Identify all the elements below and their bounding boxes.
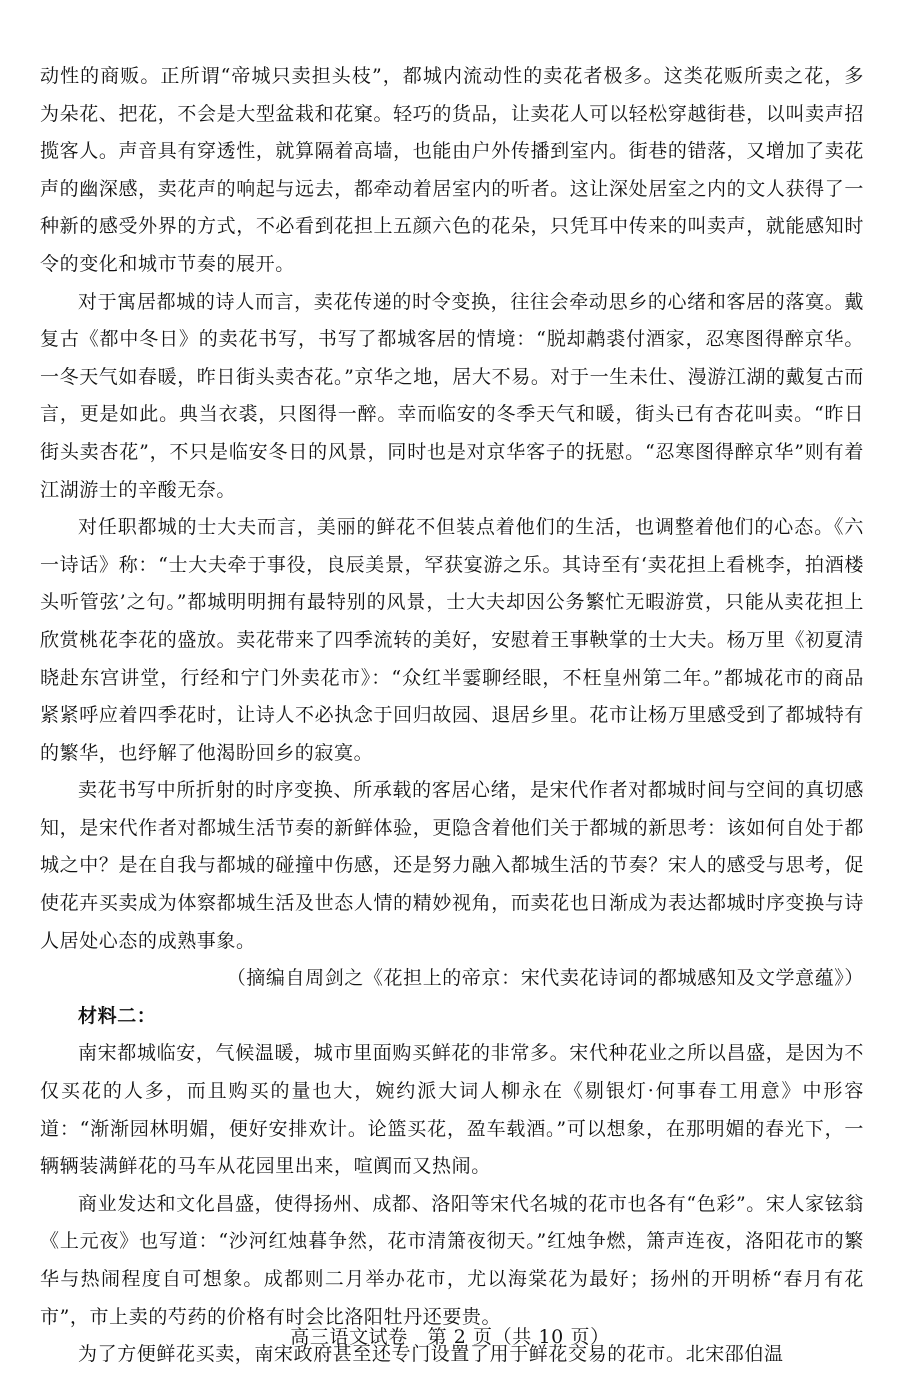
material-one-source: （摘编自周剑之《花担上的帝京：宋代卖花诗词的都城感知及文学意蕴》） bbox=[226, 967, 864, 990]
page-footer: 高三语文试卷 第 2 页（共 10 页） bbox=[290, 1326, 610, 1348]
paragraph-2: 对于寓居都城的诗人而言，卖花传递的时令变换，往往会牵动思乡的心绪和客居的落寞。戴复古《都中冬日》的卖花书写，书写了都城客居的情境：“脱却鹔裘付酒家，忍寒图得醉京华。一冬天气如春暖，昨日街头卖杏花。”京华之地，居大不易。对于一生未仕、漫游江湖的戴复古而言，更是如此。典当衣裘，只图得一醉。幸而临安的冬季天气和暖，街头已有杏花叫卖。“昨日街头卖杏花”，不只是临安冬日的风景，同时也是对京华客子的抚慰。“忍寒图得醉京华”则有着江湖游士的辛酸无奈。 bbox=[40, 290, 865, 501]
paragraph-1-continued: 动性的商贩。正所谓“帝城只卖担头枝”，都城内流动性的卖花者极多。这类花贩所卖之花，多为朵花、把花，不会是大型盆栽和花窠。轻巧的货品，让卖花人可以轻松穿越街巷，以叫卖声招揽客人。声音具有穿透性，就算隔着高墙，也能由户外传播到室内。街巷的错落，又增加了卖花声的幽深感，卖花声的响起与远去，都牵动着居室内的听者。这让深处居室之内的文人获得了一种新的感受外界的方式，不必看到花担上五颜六色的花朵，只凭耳中传来的叫卖声，就能感知时令的变化和城市节奏的展开。 bbox=[40, 65, 864, 275]
exam-page-body bbox=[40, 58, 864, 1374]
paragraph-5: 南宋都城临安，气候温暖，城市里面购买鲜花的非常多。宋代种花业之所以昌盛，是因为不仅买花的人多，而且购买的量也大，婉约派大词人柳永在《剔银灯·何事春工用意》中形容道：“渐渐园林明媚，便好安排欢计。论篮买花，盈车载酒。”可以想象，在那明媚的春光下，一辆辆装满鲜花的马车从花园里出来，喧阗而又热闹。 bbox=[40, 1042, 864, 1178]
material-two-heading: 材料二： bbox=[78, 1004, 157, 1027]
paragraph-3: 对任职都城的士大夫而言，美丽的鲜花不但装点着他们的生活，也调整着他们的心态。《六一诗话》称：“士大夫牵于事役，良辰美景，罕获宴游之乐。其诗至有‘卖花担上看桃李，拍酒楼头听管弦’之句。”都城明明拥有最特别的风景，士大夫却因公务繁忙无暇游赏，只能从卖花担上欣赏桃花李花的盛放。卖花带来了四季流转的美好，安慰着王事鞅掌的士大夫。杨万里《初夏清晓赴东宫讲堂，行经和宁门外卖花市》：“众红半霎聊经眼，不枉皇州第二年。”都城花市的商品紧紧呼应着四季花时，让诗人不必执念于回归故园、退居乡里。花市让杨万里感受到了都城特有的繁华，也纾解了他渴盼回乡的寂寞。 bbox=[40, 516, 864, 764]
paragraph-6: 商业发达和文化昌盛，使得扬州、成都、洛阳等宋代名城的花市也各有“色彩”。宋人家铉翁《上元夜》也写道：“沙河红烛暮争然，花市清箫夜彻天。”红烛争燃，箫声连夜，洛阳花市的繁华与热闹程度自可想象。成都则二月举办花市，尤以海棠花为最好；扬州的开明桥“春月有花市”，市上卖的芍药的价格有时会比洛阳牡丹还要贵。 bbox=[40, 1192, 864, 1328]
paragraph-7: 为了方便鲜花买卖，南宋政府甚至还专门设置了用于鲜花交易的花市。北宋邵伯温 bbox=[78, 1343, 784, 1366]
paragraph-4: 卖花书写中所折射的时序变换、所承载的客居心绪，是宋代作者对都城时间与空间的真切感知，是宋代作者对都城生活节奏的新鲜体验，更隐含着他们关于都城的新思考：该如何自处于都城之中？是在自我与都城的碰撞中伤感，还是努力融入都城生活的节奏？宋人的感受与思考，促使花卉买卖成为体察都城生活及世态人情的精妙视角，而卖花也日渐成为表达都城时序变换与诗人居处心态的成熟事象。 bbox=[40, 779, 864, 952]
